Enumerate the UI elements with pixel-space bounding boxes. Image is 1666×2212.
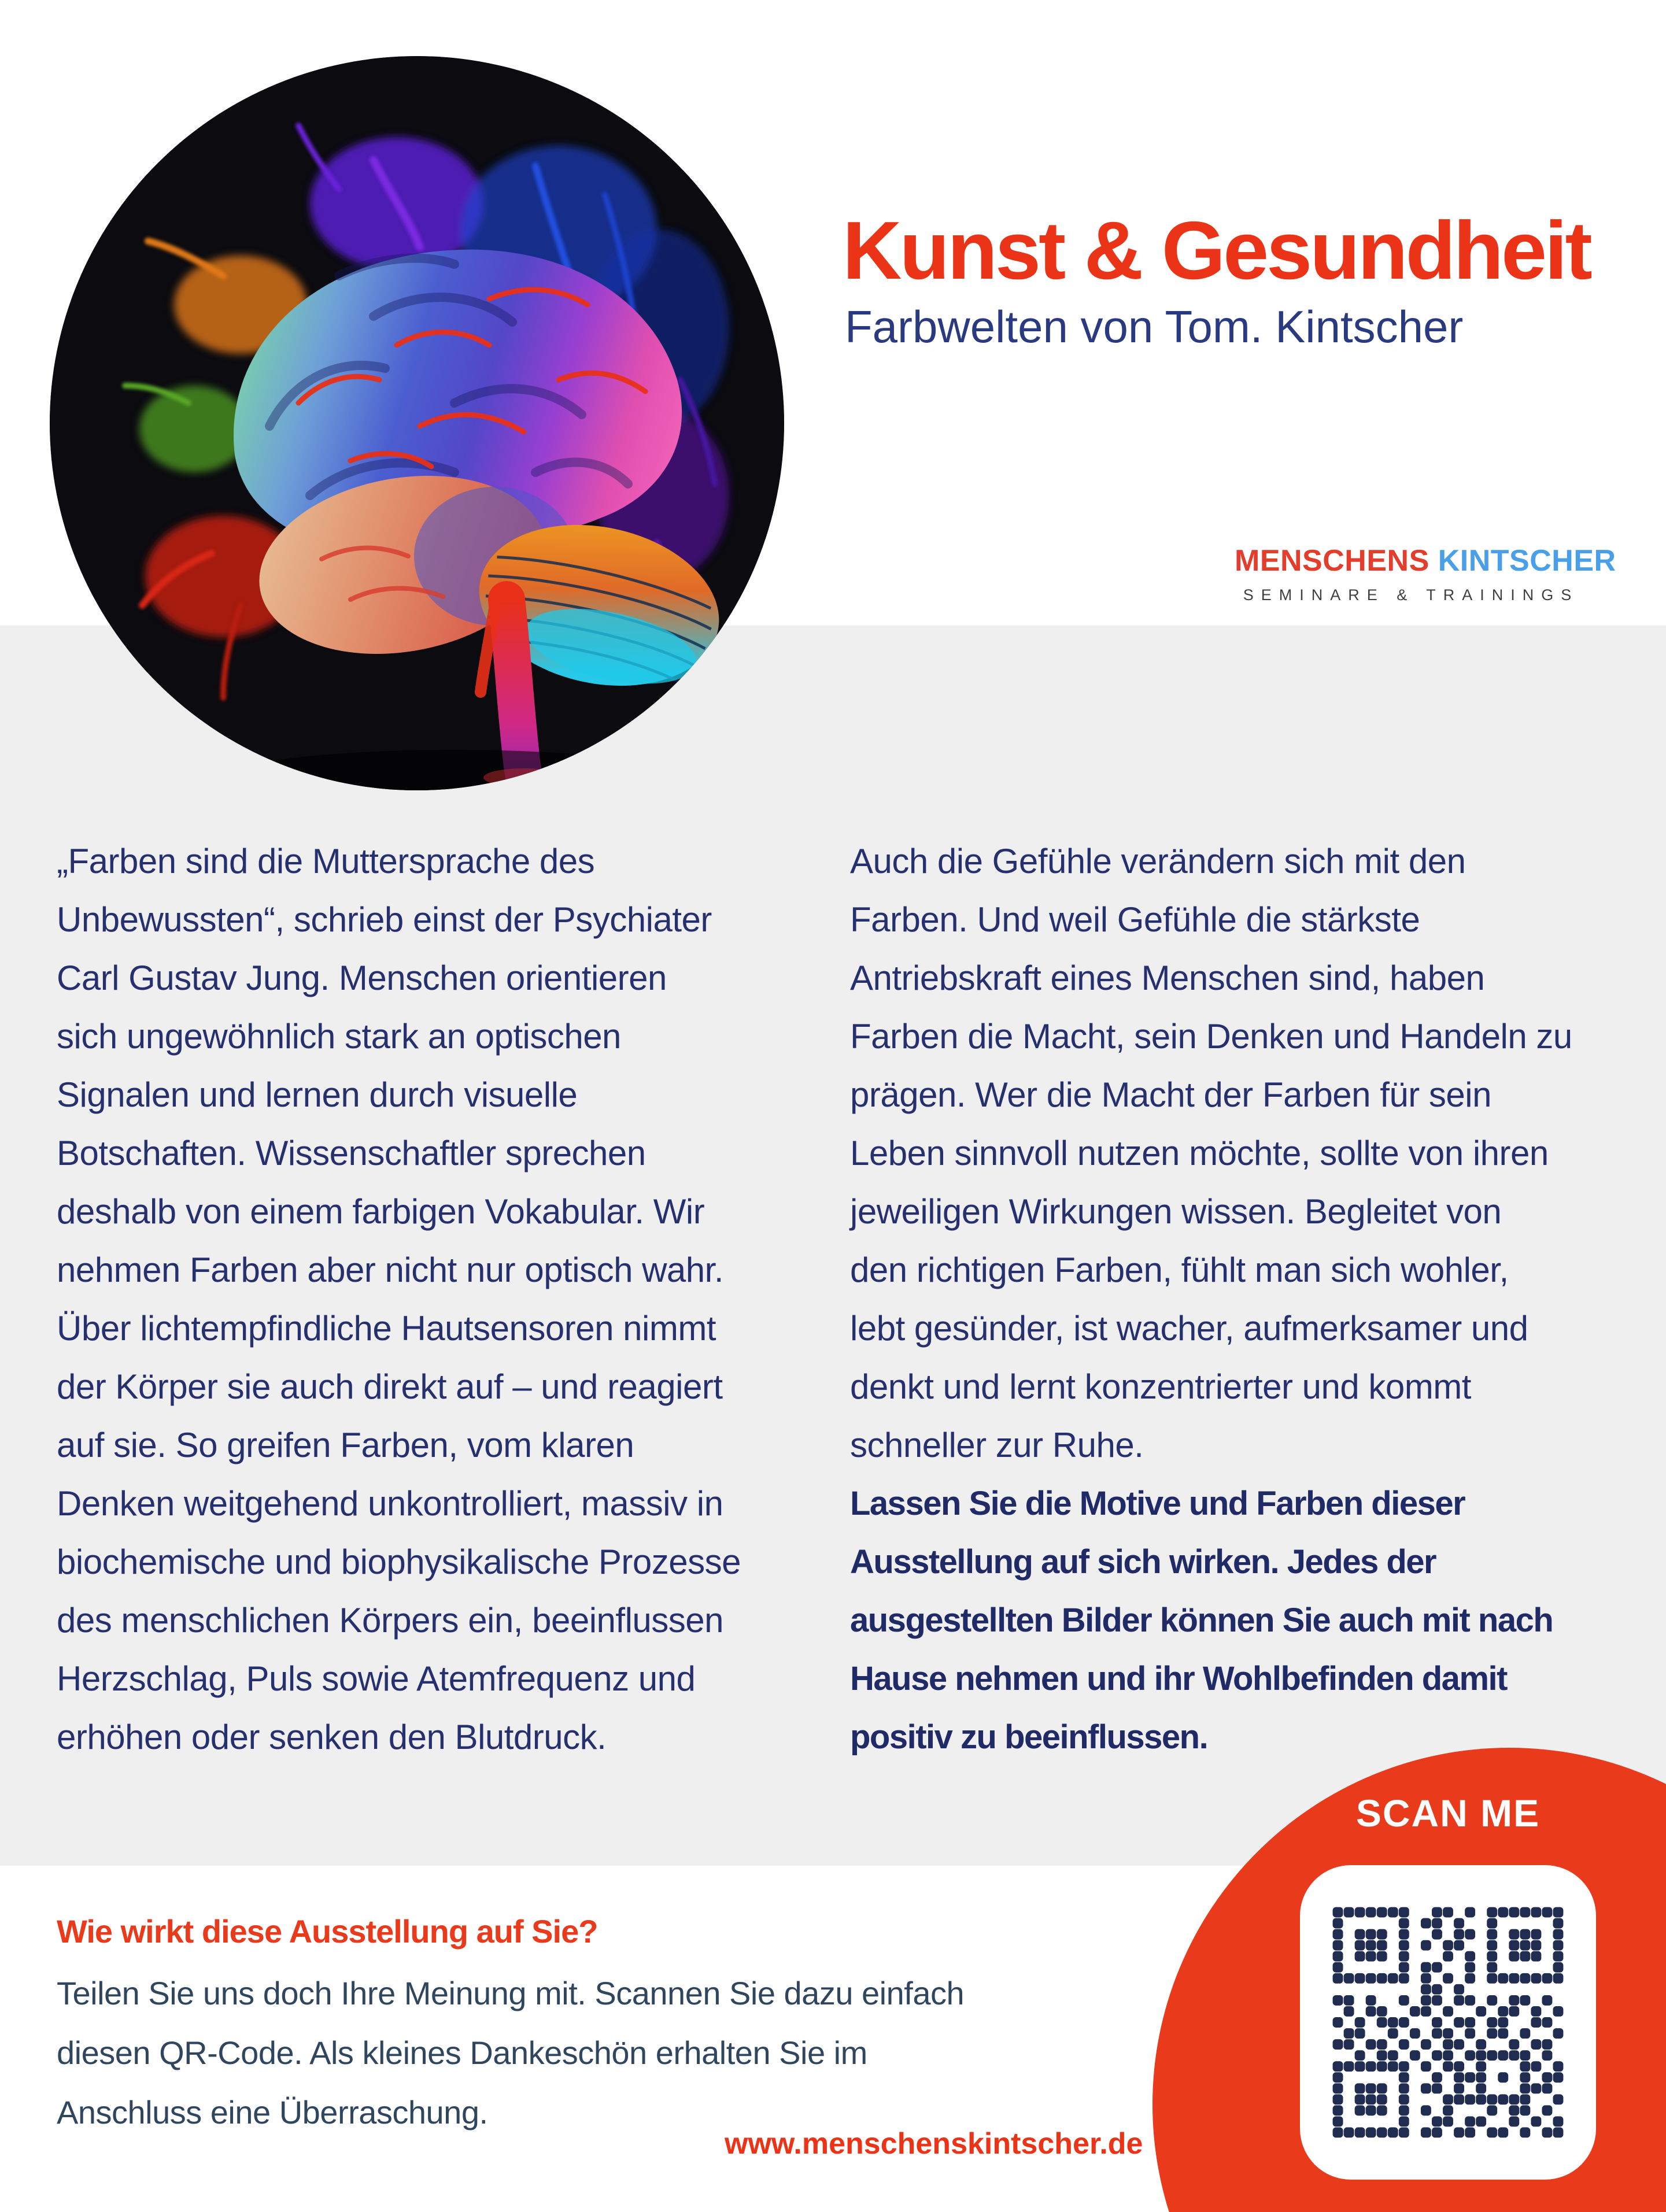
qr-code-icon <box>1332 1907 1564 2138</box>
body-column-right: Auch die Gefühle verändern sich mit den Farben. Und weil Gefühle die stärkste Antriebskraft eines Menschen sind, haben Farben die Macht, sein Denken und Handeln zu prägen. Wer die Macht der Farben für sein Leben sinnvoll nutzen möchte, sollte von ihren jeweiligen Wirkungen wissen. Begleitet von den richtigen Farben, fühlt man sich wohler, lebt gesünder, ist wacher, aufmerksamer und denkt und lernt konzentrierter und kommt schneller zur Ruhe. <box>850 842 1572 1464</box>
footer-body: Teilen Sie uns doch Ihre Meinung mit. Scannen Sie dazu einfach diesen QR-Code. Als kleines Dankeschön erhalten Sie im Anschluss eine Überraschung. <box>57 1975 965 2130</box>
logo-word-kintscher: KINTSCHER <box>1429 544 1616 578</box>
logo-word-menschens: MENSCHENS <box>1235 544 1429 578</box>
qr-code-card <box>1300 1865 1596 2180</box>
body-column-left: „Farben sind die Muttersprache des Unbewussten“, schrieb einst der Psychiater Carl Gustav Jung. Menschen orientieren sich ungewöhnlich stark an optischen Signalen und lernen durch visuelle Botschaften. Wissenschaftler sprechen deshalb von einem farbigen Vokabular. Wir nehmen Farben aber nicht nur optisch wahr. Über lichtempfindliche Hautsensoren nimmt der Körper sie auch direkt auf – und reagiert auf sie. So greifen Farben, vom klaren Denken weitgehend unkontrolliert, massiv in biochemische und biophysikalische Prozesse des menschlichen Körpers ein, beeinflussen Herzschlag, Puls sowie Atemfrequenz und erhöhen oder senken den Blutdruck. <box>57 842 741 1756</box>
footer-heading: Wie wirkt diese Ausstellung auf Sie? <box>57 1913 598 1950</box>
brain-image-circle <box>50 56 784 790</box>
page-title: Kunst & Gesundheit <box>843 205 1590 297</box>
body-column-right-bold: Lassen Sie die Motive und Farben dieser Ausstellung auf sich wirken. Jedes der ausgestellten Bilder können Sie auch mit nach Hause nehmen und ihr Wohlbefinden damit positiv zu beeinflussen. <box>850 1485 1553 1756</box>
logo-wordmark <box>1235 543 1616 578</box>
brain-artwork <box>50 56 784 790</box>
scan-me-label: SCAN ME <box>1355 1792 1541 1834</box>
page-subtitle: Farbwelten von Tom. Kintscher <box>845 301 1464 352</box>
company-logo <box>1235 543 1616 604</box>
logo-tagline: SEMINARE & TRAININGS <box>1243 586 1579 604</box>
website-link[interactable]: www.menschenskintscher.de <box>725 2127 1143 2161</box>
